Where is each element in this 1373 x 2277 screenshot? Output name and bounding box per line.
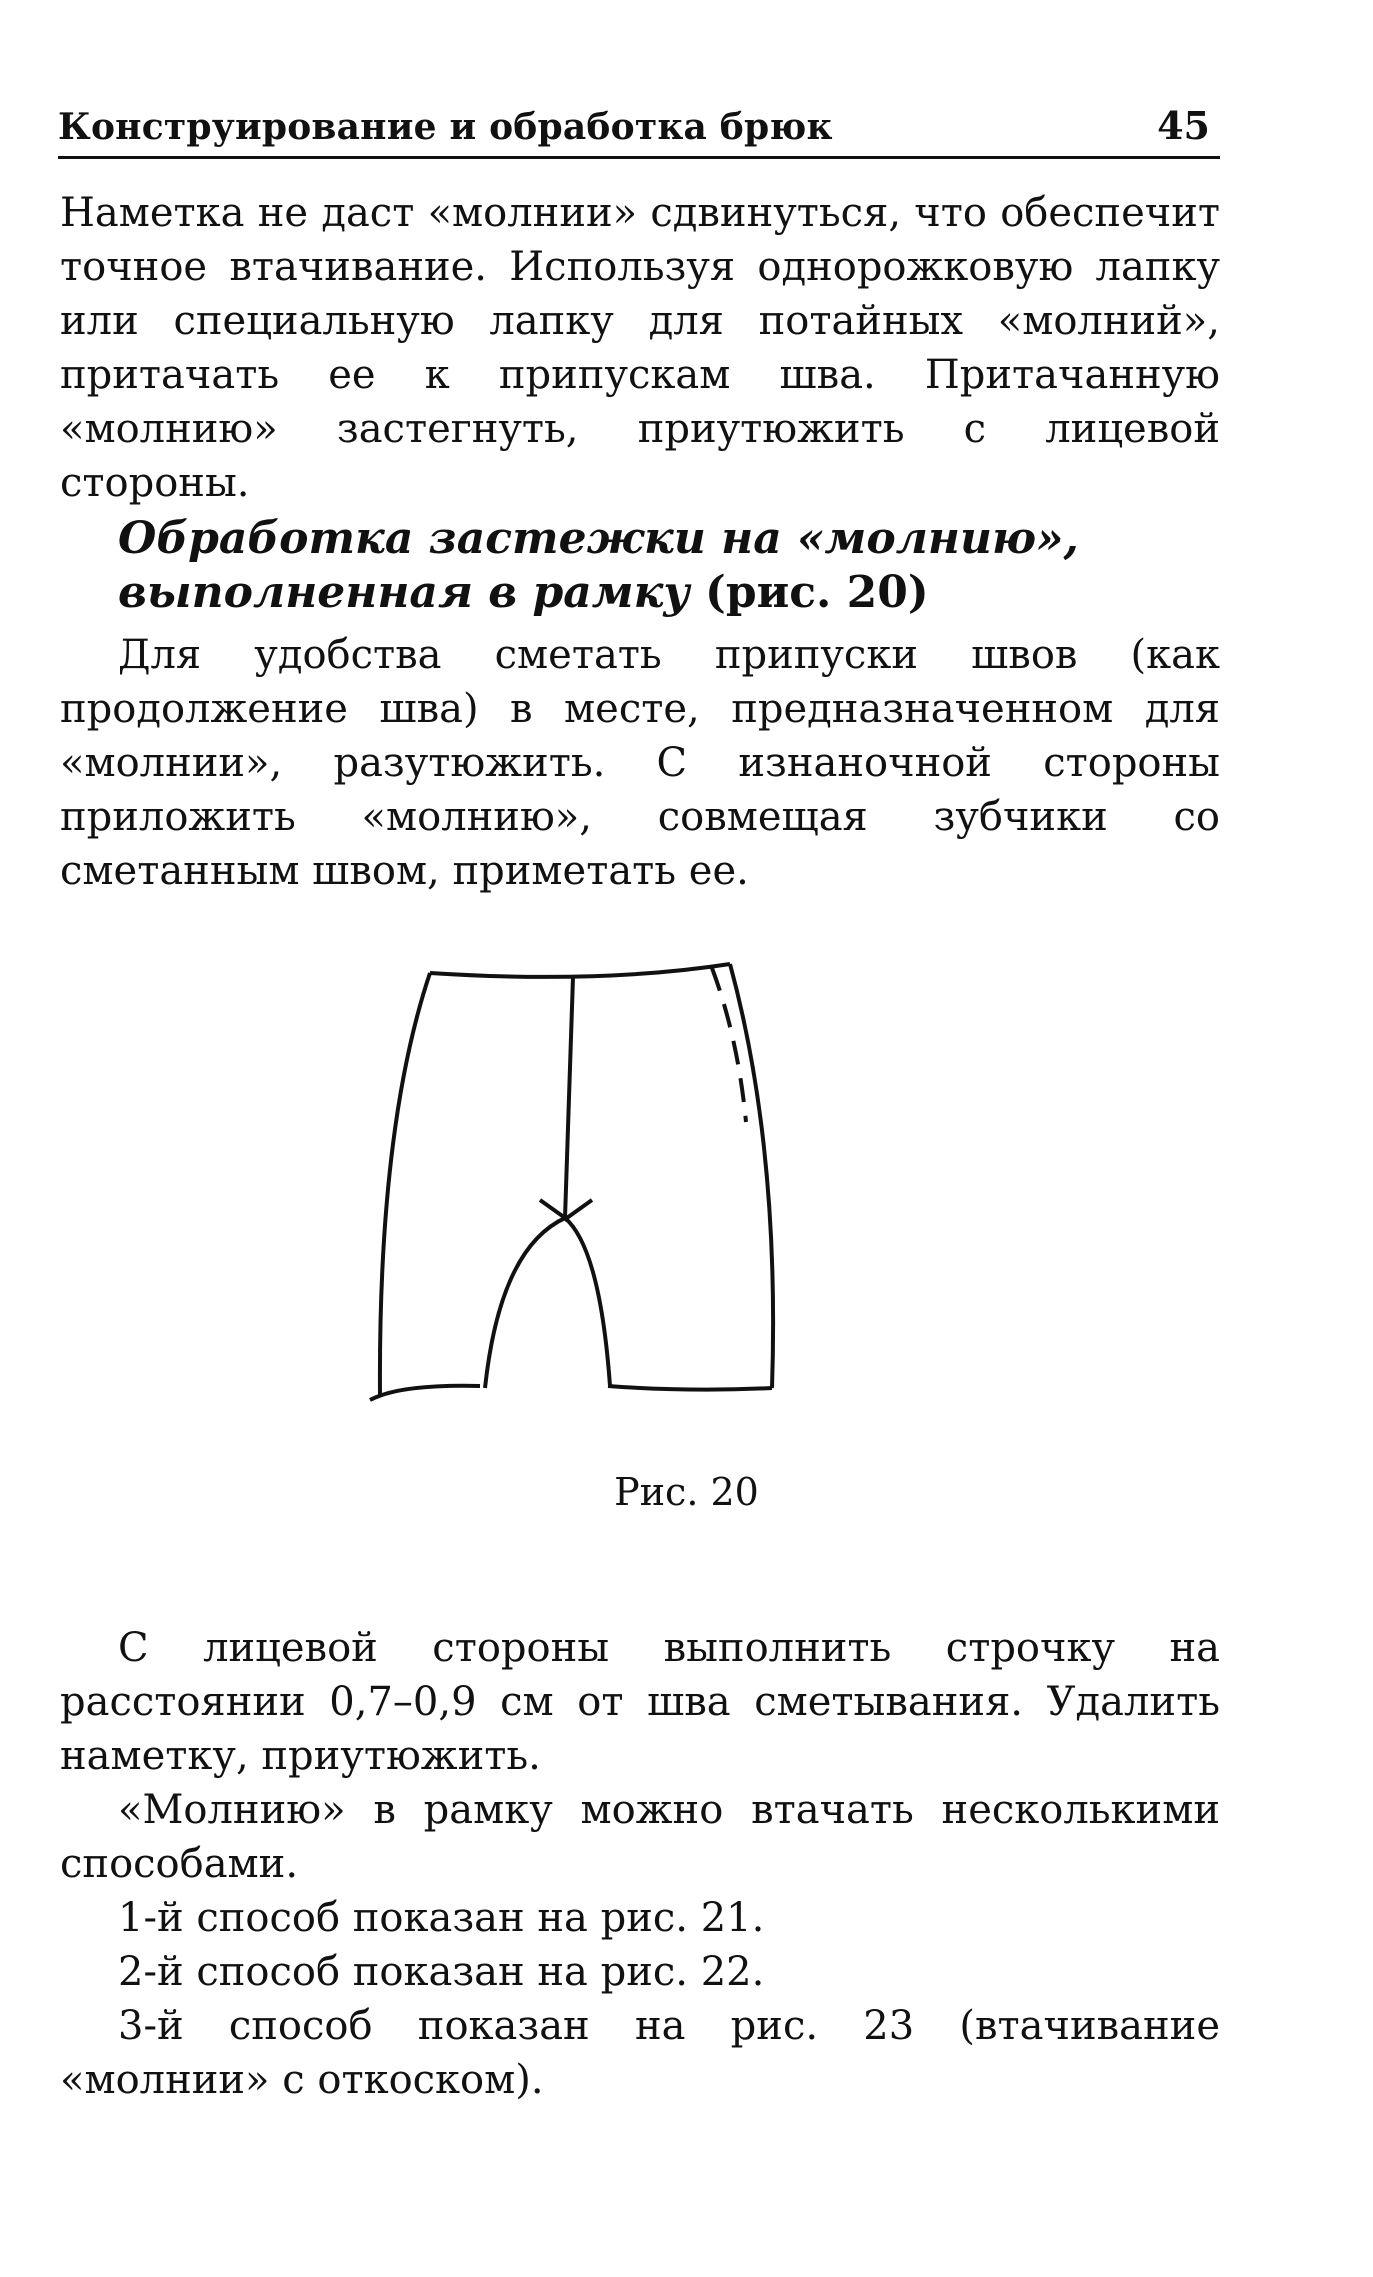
center-front-seam — [565, 977, 573, 1218]
body-paragraph-2: «Молнию» в рамку можно втачать несколькими способами. — [60, 1787, 1220, 1887]
page-number: 45 — [1157, 103, 1210, 148]
figure-caption: Рис. 20 — [614, 1470, 759, 1514]
section-heading — [118, 512, 1218, 620]
right-side-seam — [730, 964, 773, 1388]
running-header — [58, 96, 1220, 159]
method-2: 2-й способ показан на рис. 22. — [118, 1949, 765, 1995]
section-paragraph: Для удобства сметать припуски швов (как продолжение шва) в месте, предназначенном для «молнии», разутюжить. С изнаночной стороны приложить «молнию», совмещая зубчики со сметанным швом, приметать ее. — [60, 632, 1220, 894]
section-heading-line-2 — [118, 566, 1218, 620]
running-header-title: Конструирование и обработка брюк — [58, 106, 833, 148]
section-text-block — [60, 628, 1220, 898]
body-text-block — [60, 1621, 1220, 2107]
method-1: 1-й способ показан на рис. 21. — [118, 1895, 765, 1941]
body-paragraph-1: С лицевой стороны выполнить строчку на расстоянии 0,7–0,9 см от шва сметывания. Удалить наметку, приутюжить. — [60, 1625, 1220, 1779]
left-hem-line — [370, 1386, 480, 1400]
crotch-mark-right — [564, 1200, 592, 1220]
right-inseam — [565, 1218, 610, 1386]
left-inseam — [485, 1218, 565, 1388]
zipper-stitching — [712, 968, 746, 1122]
section-heading-figure-ref: (рис. 20) — [689, 567, 929, 618]
section-heading-italic: выполненная в рамку — [118, 567, 690, 618]
section-heading-line-1: Обработка застежки на «молнию», — [118, 513, 1079, 564]
right-hem-line — [608, 1386, 772, 1390]
intro-paragraph: Наметка не даст «молнии» сдвинуться, что обеспечит точное втачивание. Используя однорожковую лапку или специальную лапку для потайных «молний», притачать ее к припускам шва. Притачанную «молнию» застегнуть, приутюжить с лицевой стороны. — [60, 190, 1220, 506]
waistband-line — [430, 964, 730, 977]
method-3: 3-й способ показан на рис. 23 (втачивание «молнии» с откоском). — [60, 2003, 1220, 2103]
left-side-seam — [380, 973, 430, 1396]
trousers-drawing — [360, 948, 800, 1418]
intro-text-block — [60, 186, 1220, 510]
